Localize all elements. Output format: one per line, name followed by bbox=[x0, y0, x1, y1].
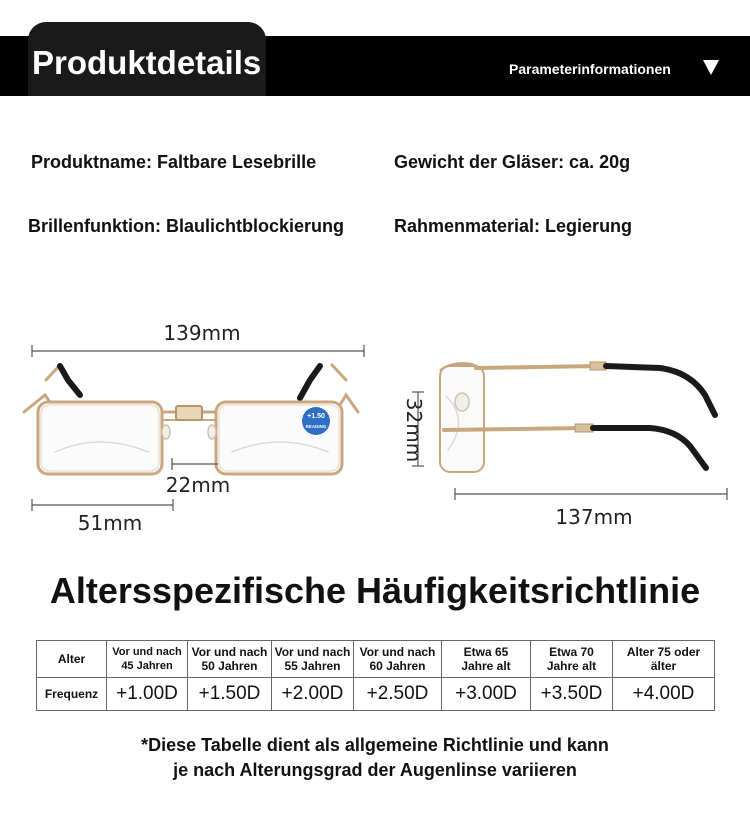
bridge-width-label: 22mm bbox=[165, 473, 231, 497]
spec-product-name: Produktname: Faltbare Lesebrille bbox=[31, 152, 317, 172]
parameter-info-toggle[interactable]: Parameterinformationen bbox=[509, 61, 671, 77]
age-cell: Vor und nach 45 Jahren bbox=[107, 641, 188, 678]
footnote-line-1: *Diese Tabelle dient als allgemeine Richtlinie und kann bbox=[141, 735, 609, 755]
age-cell: Alter 75 oder älter bbox=[613, 641, 715, 678]
guide-heading: Altersspezifische Häufigkeitsrichtlinie bbox=[49, 570, 701, 611]
frequency-cell: +3.00D bbox=[442, 678, 531, 711]
temple-length-label: 137mm bbox=[555, 505, 633, 529]
lens-width-dimension-line bbox=[32, 499, 173, 511]
frequency-cell: +2.50D bbox=[354, 678, 442, 711]
frequency-cell: +4.00D bbox=[613, 678, 715, 711]
glasses-dimension-figure bbox=[0, 300, 750, 550]
age-cell: Vor und nach 50 Jahren bbox=[188, 641, 272, 678]
lens-height-label: 32mm bbox=[402, 397, 426, 463]
frequency-cell: +1.50D bbox=[188, 678, 272, 711]
age-cell: Vor und nach 55 Jahren bbox=[272, 641, 354, 678]
footnote bbox=[0, 733, 750, 783]
footnote-line-2: je nach Alterungsgrad der Augenlinse variieren bbox=[173, 760, 577, 780]
sticker-reading-label: READING bbox=[305, 424, 327, 429]
temple-length-dimension-line bbox=[455, 488, 727, 500]
frequency-cell: +2.00D bbox=[272, 678, 354, 711]
triangle-down-icon[interactable] bbox=[703, 60, 719, 75]
row-label-age: Alter bbox=[37, 641, 107, 678]
strength-sticker bbox=[302, 407, 330, 435]
frequency-cell: +1.00D bbox=[107, 678, 188, 711]
spec-function: Brillenfunktion: Blaulichtblockierung bbox=[28, 216, 345, 236]
table-row-frequency bbox=[37, 678, 715, 711]
age-cell: Etwa 70 Jahre alt bbox=[531, 641, 613, 678]
spec-lens-weight: Gewicht der Gläser: ca. 20g bbox=[394, 152, 631, 172]
table-row-age bbox=[37, 641, 715, 678]
row-label-frequency: Frequenz bbox=[37, 678, 107, 711]
bridge-dimension-line bbox=[172, 458, 218, 470]
front-width-label: 139mm bbox=[163, 321, 241, 345]
spec-frame-material: Rahmenmaterial: Legierung bbox=[394, 216, 633, 236]
lens-width-label: 51mm bbox=[77, 511, 143, 535]
page-title: Produktdetails bbox=[32, 44, 262, 81]
glasses-side-view bbox=[440, 362, 715, 472]
frequency-cell: +3.50D bbox=[531, 678, 613, 711]
age-cell: Vor und nach 60 Jahren bbox=[354, 641, 442, 678]
sticker-strength-label: +1.50 bbox=[307, 413, 325, 420]
age-cell: Etwa 65 Jahre alt bbox=[442, 641, 531, 678]
age-frequency-table bbox=[36, 640, 715, 711]
front-width-dimension-line bbox=[32, 345, 364, 357]
